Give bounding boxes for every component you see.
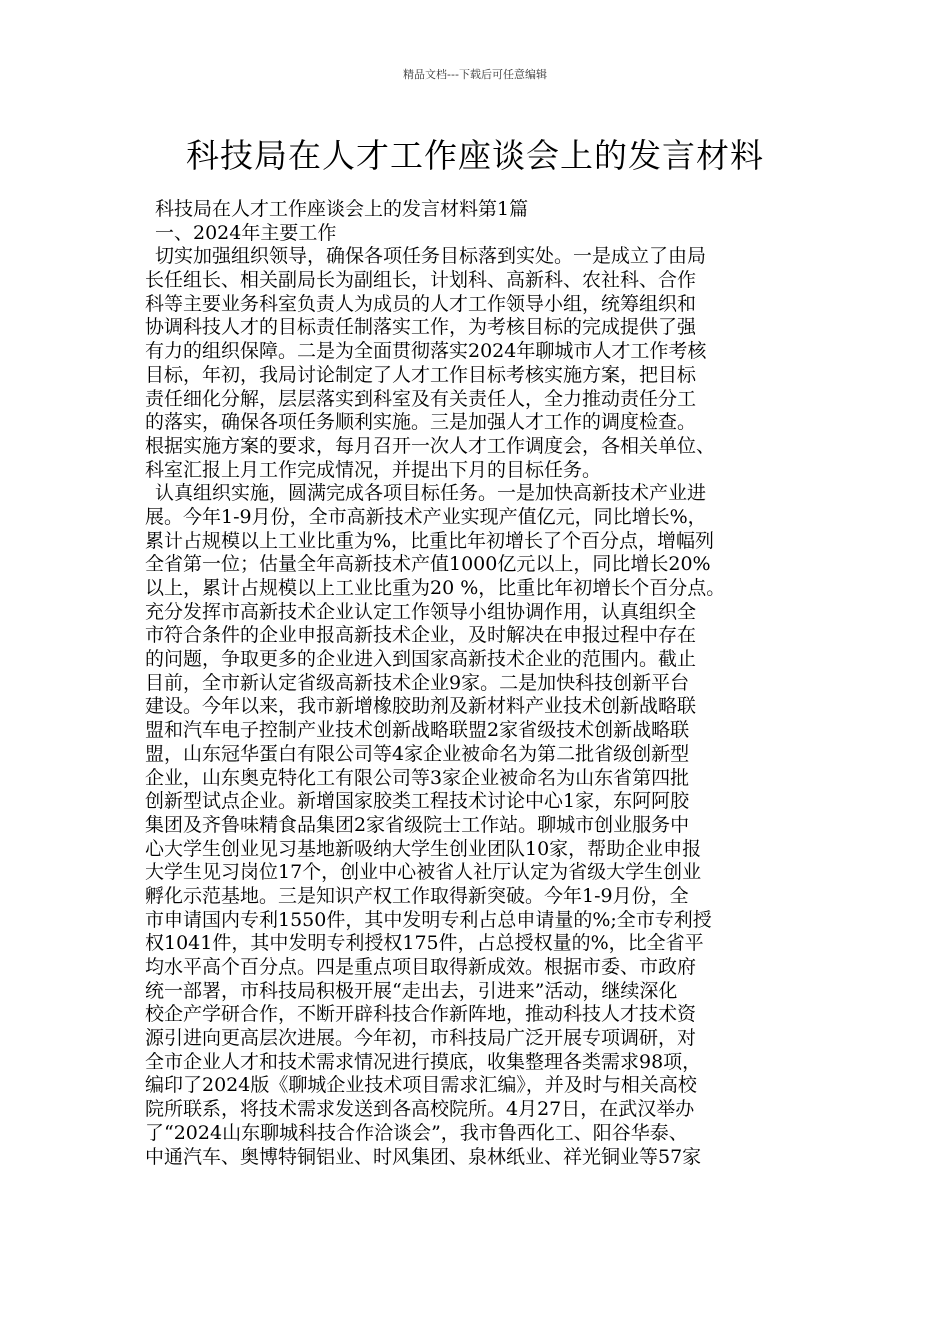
paragraph-line: 院所联系，将技术需求发送到各高校院所。4月27日，在武汉举办 <box>145 1098 695 1121</box>
paragraph-line: 中通汽车、奥博特铜铝业、时风集团、泉林纸业、祥光铜业等57家 <box>145 1145 702 1168</box>
paragraph-line: 编印了2024版《聊城企业技术项目需求汇编》，并及时与相关高校 <box>145 1074 697 1097</box>
paragraph-line: 源引进向更高层次进展。今年初，市科技局广泛开展专项调研，对 <box>145 1027 697 1050</box>
paragraph-line: 以上，累计占规模以上工业比重为20 %，比重比年初增长个百分点。 <box>145 577 726 599</box>
paragraph-line: 了“2024山东聊城科技合作洽谈会”，我市鲁西化工、阳谷华泰、 <box>145 1121 688 1144</box>
header-note: 精品文档---下载后可任意编辑 <box>403 68 547 81</box>
paragraph-line: 集团及齐鲁味精食品集团2家省级院士工作站。聊城市创业服务中 <box>145 813 690 836</box>
paragraph-line: 协调科技人才的目标责任制落实工作，为考核目标的完成提供了强 <box>145 316 697 339</box>
paragraph-line: 盟和汽车电子控制产业技术创新战略联盟2家省级技术创新战略联 <box>145 719 690 742</box>
paragraph-line: 孵化示范基地。三是知识产权工作取得新突破。今年1-9月份，全 <box>145 884 689 907</box>
paragraph-line: 的落实，确保各项任务顺利实施。三是加强人才工作的调度检查。 <box>145 411 697 434</box>
subsection-heading: 一、2024年主要工作 <box>155 221 337 244</box>
paragraph-line: 全省第一位；估量全年高新技术产值1000亿元以上，同比增长20% <box>145 553 711 576</box>
paragraph-line: 科等主要业务科室负责人为成员的人才工作领导小组，统筹组织和 <box>145 292 697 315</box>
paragraph-line: 有力的组织保障。二是为全面贯彻落实2024年聊城市人才工作考核 <box>145 340 707 363</box>
paragraph-line: 展。今年1-9月份，全市高新技术产业实现产值亿元，同比增长%， <box>145 505 707 528</box>
paragraph-line: 校企产学研合作，不断开辟科技合作新阵地，推动科技人才技术资 <box>145 1003 697 1026</box>
paragraph-line: 责任细化分解，层层落实到科室及有关责任人，全力推动责任分工 <box>145 387 697 410</box>
paragraph-line: 均水平高个百分点。四是重点项目取得新成效。根据市委、市政府 <box>145 956 697 978</box>
paragraph-line: 认真组织实施，圆满完成各项目标任务。一是加快高新技术产业进 <box>155 482 707 505</box>
paragraph-line: 充分发挥市高新技术企业认定工作领导小组协调作用，认真组织全 <box>145 600 697 623</box>
paragraph-line: 建设。今年以来，我市新增橡胶助剂及新材料产业技术创新战略联 <box>145 695 697 718</box>
paragraph-line: 累计占规模以上工业比重为%，比重比年初增长了个百分点，增幅列 <box>145 529 715 552</box>
paragraph-line: 盟，山东冠华蛋白有限公司等4家企业被命名为第二批省级创新型 <box>145 742 690 765</box>
paragraph-line: 根据实施方案的要求，每月召开一次人才工作调度会，各相关单位、 <box>145 434 716 457</box>
paragraph-line: 统一部署，市科技局积极开展“走出去，引进来”活动，继续深化 <box>145 979 678 1002</box>
document-body <box>145 198 813 1169</box>
paragraph-line: 目标，年初，我局讨论制定了人才工作目标考核实施方案，把目标 <box>145 363 697 386</box>
paragraph-line: 市申请国内专利1550件，其中发明专利占总申请量的%;全市专利授 <box>145 908 712 931</box>
paragraph-line: 目前，全市新认定省级高新技术企业9家。二是加快科技创新平台 <box>145 671 690 694</box>
document-title: 科技局在人才工作座谈会上的发言材料 <box>186 136 764 175</box>
paragraph-line: 心大学生创业见习基地新吸纳大学生创业团队10家，帮助企业申报 <box>145 837 702 860</box>
paragraph-line: 大学生见习岗位17个，创业中心被省人社厅认定为省级大学生创业 <box>145 861 702 884</box>
paragraph-line: 市符合条件的企业申报高新技术企业，及时解决在申报过程中存在 <box>145 624 697 647</box>
paragraph-line: 全市企业人才和技术需求情况进行摸底，收集整理各类需求98项， <box>145 1050 702 1073</box>
section-heading: 科技局在人才工作座谈会上的发言材料第1篇 <box>155 198 529 220</box>
paragraph-line: 权1041件，其中发明专利授权175件，占总授权量的%，比全省平 <box>145 932 704 955</box>
paragraph-line: 创新型试点企业。新增国家胶类工程技术讨论中心1家，东阿阿胶 <box>145 790 690 813</box>
paragraph-line: 长任组长、相关副局长为副组长，计划科、高新科、农社科、合作 <box>145 269 697 292</box>
paragraph-line: 的问题，争取更多的企业进入到国家高新技术企业的范围内。截止 <box>145 648 697 671</box>
paragraph-line: 科室汇报上月工作完成情况，并提出下月的目标任务。 <box>145 458 602 481</box>
paragraph-line: 切实加强组织领导，确保各项任务目标落到实处。一是成立了由局 <box>155 245 707 268</box>
paragraph-line: 企业，山东奥克特化工有限公司等3家企业被命名为山东省第四批 <box>145 766 690 789</box>
